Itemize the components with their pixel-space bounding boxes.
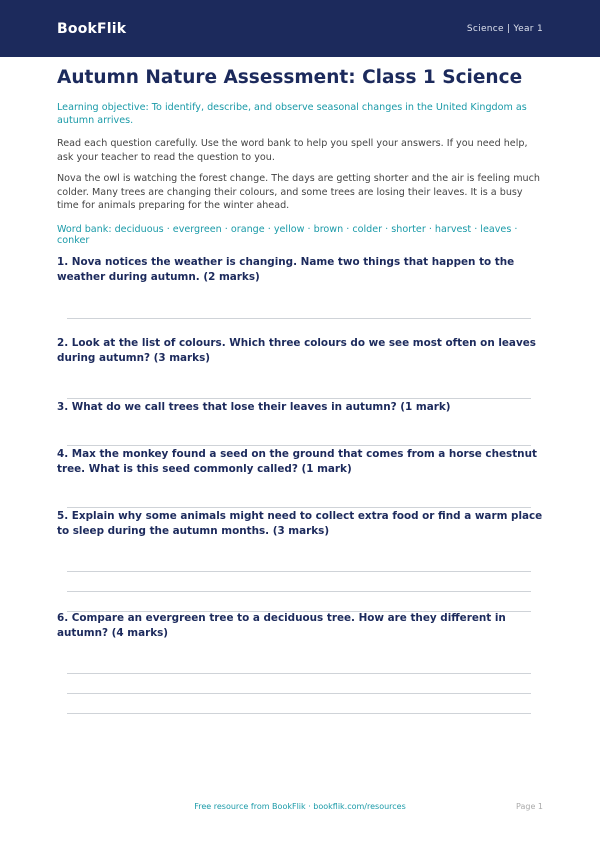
intro-section — [57, 62, 543, 246]
answer-line[interactable] — [67, 571, 531, 572]
subject-tag: Science | Year 1 — [466, 23, 543, 34]
brand-logo[interactable]: BookFlik — [57, 20, 127, 37]
answer-line[interactable] — [67, 507, 531, 508]
answer-line[interactable] — [67, 398, 531, 399]
answer-line[interactable] — [67, 591, 531, 592]
word-bank: Word bank: deciduous · evergreen · orange · yellow · brown · colder · shorter · harvest · leaves · conker — [57, 223, 518, 246]
question-4: 4. Max the monkey found a seed on the ground that comes from a horse chestnut tree. What is this seed commonly called? (1 mark) — [57, 448, 537, 475]
question-2: 2. Look at the list of colours. Which three colours do we see most often on leaves during autumn? (3 marks) — [57, 337, 536, 364]
answer-line[interactable] — [67, 713, 531, 714]
header-bar — [0, 0, 600, 57]
story-text: Nova the owl is watching the forest change. The days are getting shorter and the air is feeling much colder. Many trees are changing their colours, and some trees are losing their leaves. It is a busy time for animals preparing for the winter ahead. — [57, 173, 540, 211]
footer-text[interactable]: Free resource from BookFlik · bookflik.com/resources — [194, 802, 406, 811]
answer-line[interactable] — [67, 445, 531, 446]
page-title: Autumn Nature Assessment: Class 1 Science — [57, 67, 523, 88]
answer-line[interactable] — [67, 693, 531, 694]
answer-line[interactable] — [67, 318, 531, 319]
answer-line[interactable] — [67, 673, 531, 674]
learning-objective: Learning objective: To identify, describe, and observe seasonal changes in the United Kingdom as autumn arrives. — [57, 102, 527, 126]
question-1: 1. Nova notices the weather is changing. Name two things that happen to the weather during autumn. (2 marks) — [57, 256, 515, 283]
question-5: 5. Explain why some animals might need to collect extra food or find a warm place to sleep during the autumn months. (3 marks) — [57, 510, 543, 537]
page-number: Page 1 — [516, 802, 543, 811]
instructions-text: Read each question carefully. Use the word bank to help you spell your answers. If you need help, ask your teacher to read the question to you. — [57, 138, 528, 163]
question-6: 6. Compare an evergreen tree to a deciduous tree. How are they different in autumn? (4 marks) — [57, 612, 506, 639]
question-3: 3. What do we call trees that lose their leaves in autumn? (1 mark) — [57, 401, 451, 413]
